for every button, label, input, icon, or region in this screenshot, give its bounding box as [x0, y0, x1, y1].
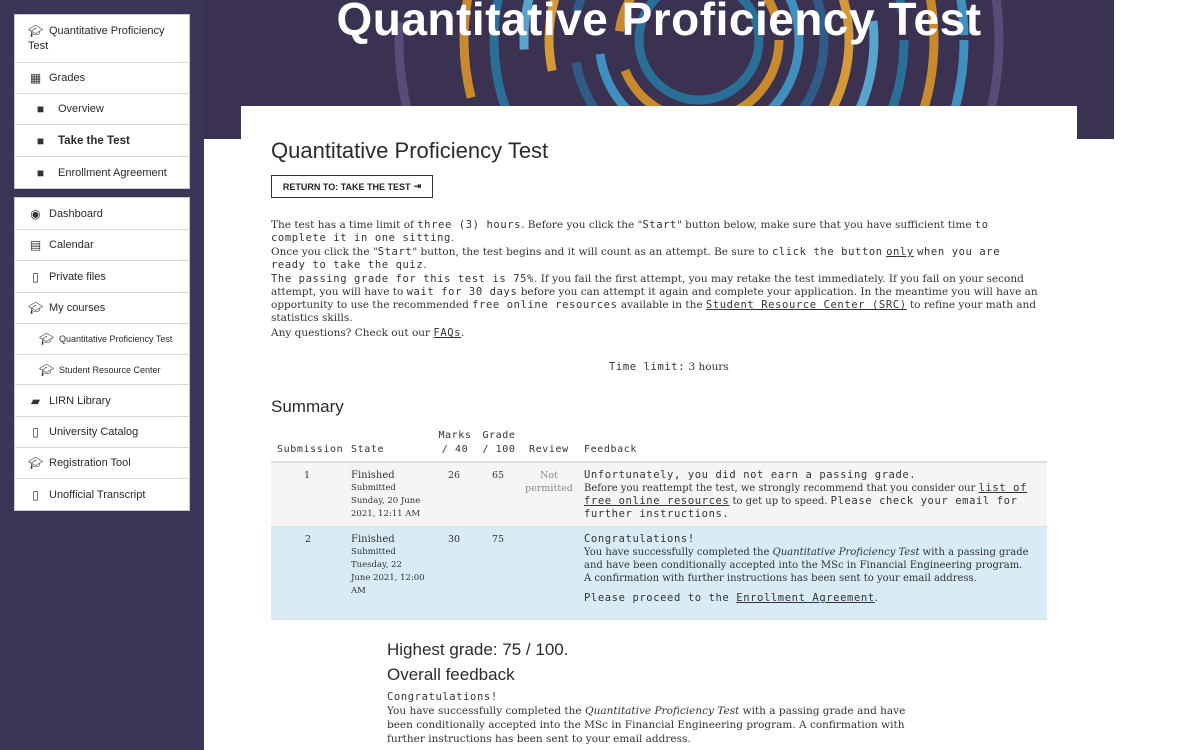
- sidebar-item-label: Quantitative Proficiency Test: [59, 334, 173, 344]
- book-icon: ▰: [30, 393, 41, 408]
- dashboard-icon: ◉: [30, 206, 41, 221]
- table-icon: ▦: [29, 71, 42, 85]
- faqs-link[interactable]: FAQs: [433, 327, 462, 339]
- graduation-cap-icon: 🎓︎: [39, 362, 55, 377]
- overall-feedback-text: You have successfully completed the Quantitative Proficiency Test with a passing grade and have been conditionally accepted into the MSc in Financial Engineering program. A confirmation with further instructions has been sent to your email address.: [387, 705, 906, 745]
- sidebar-item-label: Quantitative Proficiency Test: [28, 25, 165, 52]
- folder-icon: ■: [36, 102, 45, 116]
- instructions-start: Once you click the "Start" button, the test begins and it will count as an attempt. Be sure to click the button only when you are ready to take the quiz.: [271, 246, 1001, 271]
- folder-icon: ■: [36, 165, 45, 180]
- col-review: Review: [529, 444, 569, 455]
- sidebar-item-label: Calendar: [49, 239, 94, 251]
- right-background: [1114, 0, 1200, 750]
- time-limit-label: Time limit:: [609, 361, 686, 373]
- enrollment-agreement-link[interactable]: Enrollment Agreement: [736, 592, 875, 604]
- file-icon: ▯: [32, 269, 39, 284]
- sidebar-item-unofficial-transcript[interactable]: [15, 479, 189, 510]
- sidebar-item-enrollment-agreement[interactable]: [15, 157, 189, 188]
- instructions-questions: Any questions? Check out our FAQs.: [271, 327, 465, 339]
- sidebar-item-take-the-test[interactable]: [15, 125, 189, 157]
- table-row: 1 Finished Submitted Sunday, 20 June 2021, 12:11 AM 26 65 Not permitted Unfortunately, you did not earn a passing grade. Before you reattempt the test, we strongly recommend that you consider our list of free online resources to get up to speed. Please check your email for further instructions.: [271, 463, 1047, 527]
- sidebar-item-label: University Catalog: [49, 426, 139, 438]
- pdf-icon: ▯: [32, 425, 39, 439]
- graduation-cap-icon: 🎓︎: [28, 24, 44, 38]
- col-marks: Marks / 40: [438, 430, 472, 455]
- sidebar-item-label: Unofficial Transcript: [49, 488, 146, 501]
- sidebar-item-label: LIRN Library: [49, 394, 111, 407]
- feedback-cell: Congratulations! You have successfully completed the Quantitative Proficiency Test with a passing grade and have been conditionally accepted into the MSc in Financial Engineering program. A confirmation with further instructions has been sent to your email address. Please proceed to the Enrollment Agreement.: [584, 533, 1029, 604]
- sidebar-item-lirn-library[interactable]: [15, 385, 189, 417]
- sidebar-item-label: Enrollment Agreement: [58, 166, 167, 179]
- folder-icon: ■: [36, 133, 45, 148]
- review-cell: Not permitted: [525, 470, 573, 494]
- state-cell: Finished Submitted Sunday, 20 June 2021, 12:11 AM: [351, 470, 421, 519]
- attempts-table: [271, 423, 1047, 620]
- sidebar-item-course-qpt[interactable]: [15, 324, 189, 355]
- col-submission: Submission: [277, 444, 344, 455]
- graduation-cap-icon: 🎓︎: [28, 301, 44, 315]
- sidebar-item-label: Take the Test: [58, 134, 130, 147]
- pdf-icon: ▯: [32, 487, 39, 502]
- graduation-cap-icon: 🎓︎: [28, 456, 44, 470]
- free-resources-link[interactable]: list of free online resources: [584, 482, 1027, 507]
- table-header: [271, 423, 1047, 463]
- instructions-time-limit: The test has a time limit of three (3) hours. Before you click the "Start" button below, make sure that you have sufficient time to complete it in one sitting.: [271, 219, 989, 244]
- sidebar-item-registration-tool[interactable]: [15, 448, 189, 479]
- sidebar-item-label: Private files: [49, 270, 106, 283]
- graduation-cap-icon: 🎓︎: [39, 332, 55, 346]
- table-row: 2 Finished Submitted Tuesday, 22 June 2021, 12:00 AM 30 75 Congratulations! You have successfully completed the Quantitative Proficiency Test with a passing grade and have been conditionally accepted into the MSc in Financial Engineering program. A confirmation with further instructions has been sent to your email address. Please proceed to the Enrollment Agreement.: [271, 527, 1047, 620]
- col-state: State: [351, 444, 385, 455]
- feedback-cell: Unfortunately, you did not earn a passing grade. Before you reattempt the test, we strongly recommend that you consider our list of free online resources to get up to speed. Please check your email for further instructions.: [584, 469, 1027, 520]
- time-limit: [609, 361, 729, 373]
- sidebar-item-grades[interactable]: [15, 63, 189, 94]
- overall-feedback-heading: Overall feedback: [387, 665, 515, 684]
- col-feedback: Feedback: [584, 444, 637, 455]
- time-limit-value: 3 hours: [688, 361, 729, 373]
- sidebar-item-university-catalog[interactable]: [15, 417, 189, 448]
- sidebar-item-label: Overview: [58, 103, 104, 115]
- src-link[interactable]: Student Resource Center (SRC): [705, 299, 907, 311]
- return-button-label: RETURN TO: TAKE THE TEST: [282, 181, 411, 192]
- banner-title: Quantitative Proficiency Test: [336, 0, 982, 45]
- site-navigation: [14, 197, 190, 511]
- sidebar-item-label: Student Resource Center: [59, 364, 161, 375]
- course-navigation: [14, 14, 190, 189]
- sidebar-item-my-courses[interactable]: [15, 293, 189, 324]
- sidebar-item-course[interactable]: [15, 15, 189, 63]
- sidebar-item-calendar[interactable]: [15, 230, 189, 261]
- calendar-icon: ▤: [29, 238, 42, 252]
- return-to-test-button[interactable]: [271, 175, 433, 198]
- sidebar-item-label: Grades: [49, 72, 86, 84]
- state-cell: Finished Submitted Tuesday, 22 June 2021, 12:00 AM: [351, 534, 425, 596]
- sidebar-item-label: My courses: [49, 302, 106, 314]
- instructions-passing-grade: The passing grade for this test is 75%. If you fail the first attempt, you may retake the test immediately. If you fail on your second attempt, you will have to wait for 30 days before you can attempt it again and complete your application. In the meantime you will have an opportunity to use the recommended free online resources available in the Student Resource Center (SRC) to refine your math and statistics skills.: [271, 273, 1038, 324]
- sidebar-item-label: Dashboard: [49, 207, 103, 220]
- sidebar-item-overview[interactable]: [15, 94, 189, 125]
- summary-heading: Summary: [271, 397, 344, 416]
- col-grade: Grade / 100: [482, 430, 516, 455]
- sidebar-item-course-src[interactable]: [15, 355, 189, 385]
- highest-grade: Highest grade: 75 / 100.: [387, 640, 569, 659]
- sidebar-item-label: Registration Tool: [49, 457, 131, 469]
- page-title: Quantitative Proficiency Test: [271, 138, 549, 163]
- sidebar-item-private-files[interactable]: [15, 261, 189, 293]
- sidebar-item-dashboard[interactable]: [15, 198, 189, 230]
- sign-in-icon: ⇥: [413, 181, 422, 191]
- overall-congratulations: Congratulations!: [387, 691, 498, 703]
